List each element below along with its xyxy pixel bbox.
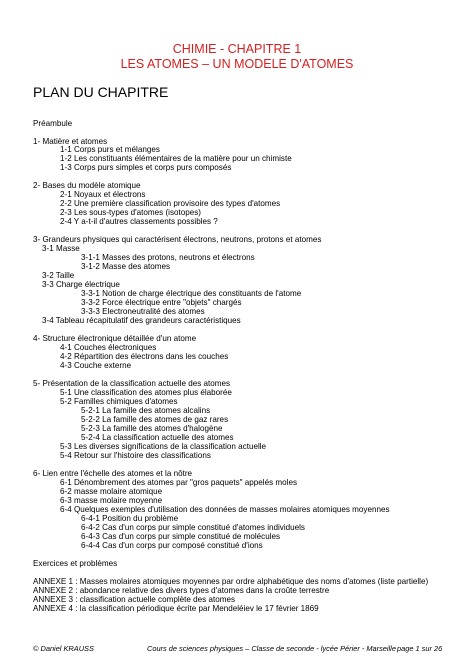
plan-line: 5-4 Retour sur l'histoire des classifications [60, 451, 211, 460]
footer-page: page 1 sur 26 [397, 644, 443, 653]
plan-line: 6-1 Dénombrement des atomes par "gros paquets" appelés moles [60, 478, 297, 487]
plan-line: 6-2 masse molaire atomique [60, 487, 163, 496]
chapter-subtitle: LES ATOMES – UN MODELE D'ATOMES [120, 57, 354, 71]
plan-line: 6- Lien entre l'échelle des atomes et la nôtre [33, 469, 193, 478]
plan-line: 5-2-2 La famille des atomes de gaz rares [81, 415, 229, 424]
plan-line: ANNEXE 3 : classification actuelle complète des atomes [33, 595, 235, 604]
plan-line: 3- Grandeurs physiques qui caractérisent électrons, neutrons, protons et atomes [33, 235, 322, 244]
plan-line: 6-4 Quelques exemples d'utilisation des données de masses molaires atomiques moyennes [60, 505, 390, 514]
plan-line: 6-4-3 Cas d'un corps pur simple constitué de molécules [81, 532, 281, 541]
plan-line: 4-3 Couche externe [60, 361, 132, 370]
plan-line: Exercices et problèmes [33, 559, 118, 568]
plan-line: 5-3 Les diverses significations de la classification actuelle [60, 442, 267, 451]
plan-line: 5-2-3 La famille des atomes d'halogène [81, 424, 223, 433]
plan-line: 4-2 Répartition des électrons dans les couches [60, 352, 229, 361]
plan-line: 6-4-4 Cas d'un corps pur composé constitué d'ions [81, 541, 263, 550]
plan-line: ANNEXE 4 : la classification périodique écrite par Mendeléiev le 17 février 1869 [33, 604, 319, 613]
plan-line: 3-3-1 Notion de charge électrique des constituants de l'atome [81, 289, 302, 298]
plan-line: 3-1 Masse [42, 244, 80, 253]
plan-line: 6-3 masse molaire moyenne [60, 496, 163, 505]
footer-course: Cours de sciences physiques – Classe de seconde - lycée Périer - Marseille [147, 644, 396, 653]
plan-line: 3-1-1 Masses des protons, neutrons et électrons [81, 253, 255, 262]
plan-heading: PLAN DU CHAPITRE [33, 84, 169, 100]
plan-line: 6-4-2 Cas d'un corps pur simple constitué d'atomes individuels [81, 523, 305, 532]
plan-line: 4- Structure électronique détaillée d'un atome [33, 334, 197, 343]
plan-line: 1-3 Corps purs simples et corps purs composés [60, 163, 232, 172]
chapter-title: CHIMIE - CHAPITRE 1 [172, 42, 302, 56]
plan-line: 2-2 Une première classification provisoire des types d'atomes [60, 199, 281, 208]
plan-line: 1- Matière et atomes [33, 137, 108, 146]
plan-line: 4-1 Couches électroniques [60, 343, 157, 352]
plan-line: 3-3-3 Electroneutralité des atomes [81, 307, 205, 316]
plan-line: 3-3-2 Force électrique entre "objets" chargés [81, 298, 242, 307]
plan-line: 6-4-1 Position du problème [81, 514, 179, 523]
plan-line: 2- Bases du modèle atomique [33, 181, 141, 190]
footer-author: © Daniel KRAUSS [33, 644, 94, 653]
plan-line: 1-2 Les constituants élémentaires de la matière pour un chimiste [60, 154, 292, 163]
plan-line: ANNEXE 1 : Masses molaires atomiques moyennes par ordre alphabétique des noms d'atomes (liste partielle) [33, 577, 429, 586]
plan-line: 5-2-4 La classification actuelle des atomes [81, 433, 234, 442]
plan-line: 3-1-2 Masse des atomes [81, 262, 171, 271]
plan-line: 2-4 Y a-t-il d'autres classements possibles ? [60, 217, 218, 226]
plan-line: 2-3 Les sous-types d'atomes (isotopes) [60, 208, 202, 217]
plan-line: 2-1 Noyaux et électrons [60, 190, 146, 199]
plan-line: Préambule [33, 119, 73, 128]
plan-line: 3-4 Tableau récapitulatif des grandeurs caractéristiques [42, 316, 241, 325]
plan-line: 5-2 Familles chimiques d'atomes [60, 397, 178, 406]
plan-line: 3-2 Taille [42, 271, 75, 280]
plan-line: 5-1 Une classification des atomes plus élaborée [60, 388, 232, 397]
plan-line: 5-2-1 La famille des atomes alcalins [81, 406, 211, 415]
plan-line: 5- Présentation de la classification actuelle des atomes [33, 379, 231, 388]
plan-line: ANNEXE 2 : abondance relative des divers types d'atomes dans la croûte terrestre [33, 586, 330, 595]
plan-line: 3-3 Charge électrique [42, 280, 120, 289]
plan-line: 1-1 Corps purs et mélanges [60, 145, 160, 154]
